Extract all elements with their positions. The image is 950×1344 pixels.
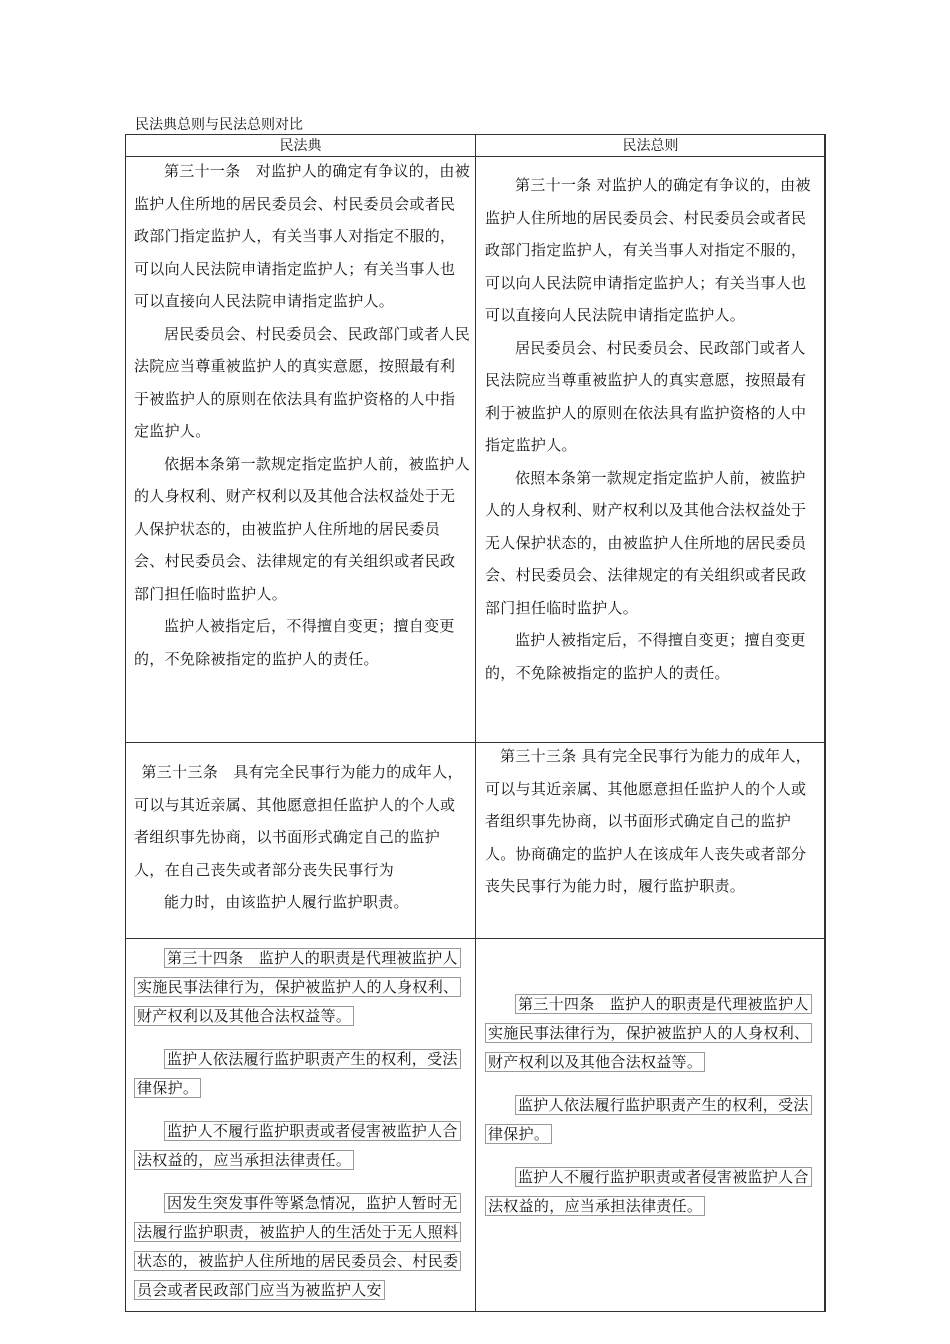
article-31-para-1: 第三十一条 对监护人的确定有争议的，由被监护人住所地的居民委员会、村民委员会或者民政部门指定监护人，有关当事人对指定不服的，可以向人民法院申请指定监护人；有关当事人也可以直接向人民法院申请指定监护人。 (485, 176, 811, 324)
article-33-para-1: 第三十三条 具有完全民事行为能力的成年人，可以与其近亲属、其他愿意担任监护人的个人或者组织事先协商，以书面形式确定自己的监护人，在自己丧失或者部分丧失民事行为 (134, 763, 463, 879)
article-31-para-1: 第三十一条 对监护人的确定有争议的，由被监护人住所地的居民委员会、村民委员会或者民政部门指定监护人，有关当事人对指定不服的，可以向人民法院申请指定监护人；有关当事人也可以直接向人民法院申请指定监护人。 (134, 162, 471, 310)
row2-left-cell (134, 756, 470, 919)
article-34-para-2: 监护人依法履行监护职责产生的权利，受法律保护。 (485, 1095, 812, 1144)
row3-right-cell (485, 990, 819, 1235)
article-31-para-3: 依据本条第一款规定指定监护人前，被监护人的人身权利、财产权利以及其他合法权益处于无人保护状态的，由被监护人住所地的居民委员会、村民委员会、法律规定的有关组织或者民政部门担任临时监护人。 (134, 454, 471, 603)
row2-right-cell (485, 740, 819, 903)
article-34-para-2: 监护人依法履行监护职责产生的权利，受法律保护。 (134, 1049, 461, 1098)
article-34-para-4: 因发生突发事件等紧急情况，监护人暂时无法履行监护职责，被监护人的生活处于无人照料状态的，被监护人住所地的居民委员会、村民委员会或者民政部门应当为被监护人安 (134, 1193, 461, 1300)
row1-left-cell (134, 155, 470, 675)
article-31-para-2: 居民委员会、村民委员会、民政部门或者人民法院应当尊重被监护人的真实意愿，按照最有利于被监护人的原则在依法具有监护资格的人中指定监护人。 (485, 338, 807, 454)
article-33-para-2: 能力时，由该监护人履行监护职责。 (164, 893, 409, 911)
article-34-para-1: 第三十四条 监护人的职责是代理被监护人实施民事法律行为，保护被监护人的人身权利、财产权利以及其他合法权益等。 (134, 948, 461, 1026)
article-31-para-4: 监护人被指定后，不得擅自变更；擅自变更的，不免除被指定的监护人的责任。 (134, 617, 455, 668)
header-right: 民法总则 (622, 138, 679, 154)
article-31-para-2: 居民委员会、村民委员会、民政部门或者人民法院应当尊重被监护人的真实意愿，按照最有利于被监护人的原则在依法具有监护资格的人中指定监护人。 (134, 324, 471, 440)
column-divider (475, 134, 476, 1312)
article-33-para-1: 第三十三条 具有完全民事行为能力的成年人，可以与其近亲属、其他愿意担任监护人的个人或者组织事先协商，以书面形式确定自己的监护人。协商确定的监护人在该成年人丧失或者部分丧失民事行为能力时，履行监护职责。 (485, 747, 812, 895)
row1-right-cell (485, 169, 819, 689)
document-title: 民法典总则与民法总则对比 (135, 117, 303, 133)
header-left: 民法典 (279, 138, 322, 154)
article-34-para-1: 第三十四条 监护人的职责是代理被监护人实施民事法律行为，保护被监护人的人身权利、财产权利以及其他合法权益等。 (485, 994, 812, 1072)
article-34-para-3: 监护人不履行监护职责或者侵害被监护人合法权益的，应当承担法律责任。 (485, 1167, 812, 1216)
row-divider-2 (125, 938, 826, 939)
article-34-para-3: 监护人不履行监护职责或者侵害被监护人合法权益的，应当承担法律责任。 (134, 1121, 461, 1170)
article-31-para-4: 监护人被指定后，不得擅自变更；擅自变更的，不免除被指定的监护人的责任。 (485, 631, 806, 682)
row3-left-cell (134, 944, 470, 1319)
article-31-para-3: 依照本条第一款规定指定监护人前，被监护人的人身权利、财产权利以及其他合法权益处于无人保护状态的，由被监护人住所地的居民委员会、村民委员会、法律规定的有关组织或者民政部门担任临时监护人。 (485, 468, 807, 617)
